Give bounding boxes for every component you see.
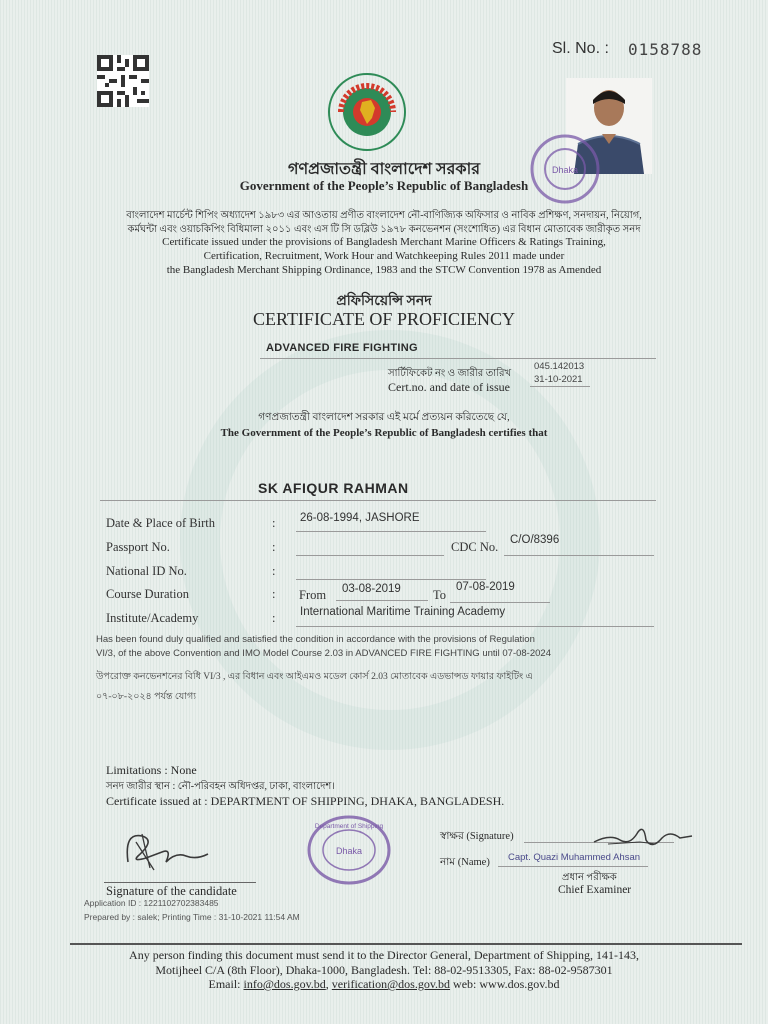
to-label: To — [433, 588, 447, 602]
header-title-bn: গণপ্রজাতন্ত্রী বাংলাদেশ সরকার — [287, 161, 481, 178]
notice-line1: Any person finding this document must send it to the Director General, Department of Shipping, 141-143, — [129, 948, 639, 962]
qr-code-icon — [97, 55, 149, 107]
stamp-city: Dhaka — [335, 846, 363, 856]
government-seal-icon — [327, 72, 407, 152]
email-label: Email: — [208, 977, 241, 991]
colon: : — [272, 516, 276, 530]
duration-label: Course Duration — [106, 587, 189, 601]
statement-en-line2: VI/3, of the above Convention and IMO Model Course 2.03 in ADVANCED FIRE FIGHTING until 07-08-2024 — [96, 648, 551, 659]
svg-text:Dhaka: Dhaka — [551, 165, 579, 175]
limitations: Limitations : None — [106, 763, 197, 777]
institute-label: Institute/Academy — [106, 611, 199, 625]
course-name: ADVANCED FIRE FIGHTING — [266, 342, 418, 354]
certifies-bn: গণপ্রজাতন্ত্রী বাংলাদেশ সরকার এই মর্মে প্রত্যয়ন করিতেছে যে, — [258, 412, 510, 423]
email-link-info[interactable]: info@dos.gov.bd — [243, 977, 326, 991]
examiner-signature-icon — [590, 820, 696, 854]
examiner-title-en: Chief Examiner — [558, 884, 632, 896]
examiner-title-bn: প্রধান পরীক্ষক — [562, 872, 617, 883]
issued-at: Certificate issued at : DEPARTMENT OF SHIPPING, DHAKA, BANGLADESH. — [106, 794, 505, 808]
website[interactable]: web: www.dos.gov.bd — [453, 977, 560, 991]
colon: : — [272, 564, 276, 578]
institute-value: International Maritime Training Academy — [300, 606, 506, 618]
issue-place-bn: সনদ জারীর স্থান : নৌ-পরিবহন অধিদপ্তর, ঢাকা, বাংলাদেশ। — [106, 781, 335, 792]
passport-label: Passport No. — [106, 540, 170, 554]
application-id: Application ID : 1221102702383485 — [84, 898, 219, 908]
candidate-signature-icon — [116, 822, 226, 878]
cdc-value: C/O/8396 — [510, 534, 560, 546]
examiner-name: Capt. Quazi Muhammed Ahsan — [508, 852, 641, 863]
preamble-bn-line1: বাংলাদেশ মার্চেন্ট শিপিং অধ্যাদেশ ১৯৮৩ এর আওতায় প্রণীত বাংলাদেশ নৌ-বাণিজ্যিক অফিসার ও নাবিক প্রশিক্ষণ, সনদায়ন, নিয়োগ, — [126, 210, 642, 221]
certifies-en: The Government of the People’s Republic of Bangladesh certifies that — [220, 427, 548, 439]
certno-label-en: Cert.no. and date of issue — [388, 380, 510, 394]
preamble-en-line1: Certificate issued under the provisions of Bangladesh Merchant Marine Officers & Ratings Training, — [162, 236, 606, 248]
email-link-verification[interactable]: verification@dos.gov.bd — [331, 977, 451, 991]
cdc-label: CDC No. — [451, 540, 499, 554]
colon: : — [272, 587, 276, 601]
dob-label: Date & Place of Birth — [106, 516, 215, 530]
nid-label: National ID No. — [106, 564, 187, 578]
signature-label-bn: স্বাক্ষর (Signature) — [440, 831, 514, 842]
from-label: From — [299, 588, 327, 602]
serial-label: Sl. No. : — [552, 40, 609, 57]
certno-label-bn: সার্টিফিকেট নং ও জারীর তারিখ — [388, 368, 512, 379]
from-value: 03-08-2019 — [342, 583, 401, 595]
notice-line2: Motijheel C/A (8th Floor), Dhaka-1000, Bangladesh. Tel: 88-02-9513305, Fax: 88-02-9587301 — [155, 963, 613, 977]
stamp-text: Department of Shipping — [314, 823, 384, 830]
statement-bn-line1: উপরোক্ত কনভেনশনের বিধি VI/3 , এর বিধান এবং আইএমও মডেল কোর্স 2.03 মোতাবেক এডভান্সড ফায়ার ফাইটিং এ — [96, 672, 533, 682]
preamble-en-line2: Certification, Recruitment, Work Hour and Watchkeeping Rules 2011 made under — [203, 250, 565, 262]
name-label-bn: নাম (Name) — [440, 857, 490, 868]
prepared-by: Prepared by : salek; Printing Time : 31-10-2021 11:54 AM — [84, 912, 300, 922]
preamble-bn-line2: কর্মঘন্টা এবং ওয়াচকিপিং বিধিমালা ২০১১ এবং এস টি সি ডব্লিউ ১৯৭৮ কনভেনশন (সংশোধিত) এর বিধান মোতাবেক জারীকৃত সনদ — [127, 224, 641, 235]
cert-number: 045.142013 — [534, 361, 585, 372]
colon: : — [272, 611, 276, 625]
statement-bn-line2: ০৭-০৮-২০২৪ পর্যন্ত যোগ্য — [96, 692, 196, 702]
certificate-title-en: CERTIFICATE OF PROFICIENCY — [253, 309, 515, 329]
department-stamp-icon — [306, 814, 392, 886]
dob-value: 26-08-1994, JASHORE — [300, 512, 420, 524]
candidate-signature-label: Signature of the candidate — [106, 884, 237, 898]
holder-name: SK AFIQUR RAHMAN — [258, 480, 409, 496]
statement-en-line1: Has been found duly qualified and satisfied the condition in accordance with the provisions of Regulation — [96, 634, 535, 645]
notice-line3: Email: info@dos.gov.bd, verification@dos.gov.bd web: www.dos.gov.bd — [208, 977, 560, 991]
colon: : — [272, 540, 276, 554]
serial-number: 0158788 — [628, 40, 703, 59]
cert-issue-date: 31-10-2021 — [534, 374, 583, 385]
header-title-en: Government of the People’s Republic of Bangladesh — [239, 178, 529, 193]
certificate-title-bn: প্রফিসিয়েন্সি সনদ — [336, 294, 432, 309]
to-value: 07-08-2019 — [456, 581, 515, 593]
preamble-en-line3: the Bangladesh Merchant Shipping Ordinance, 1983 and the STCW Convention 1978 as Amended — [166, 264, 602, 276]
